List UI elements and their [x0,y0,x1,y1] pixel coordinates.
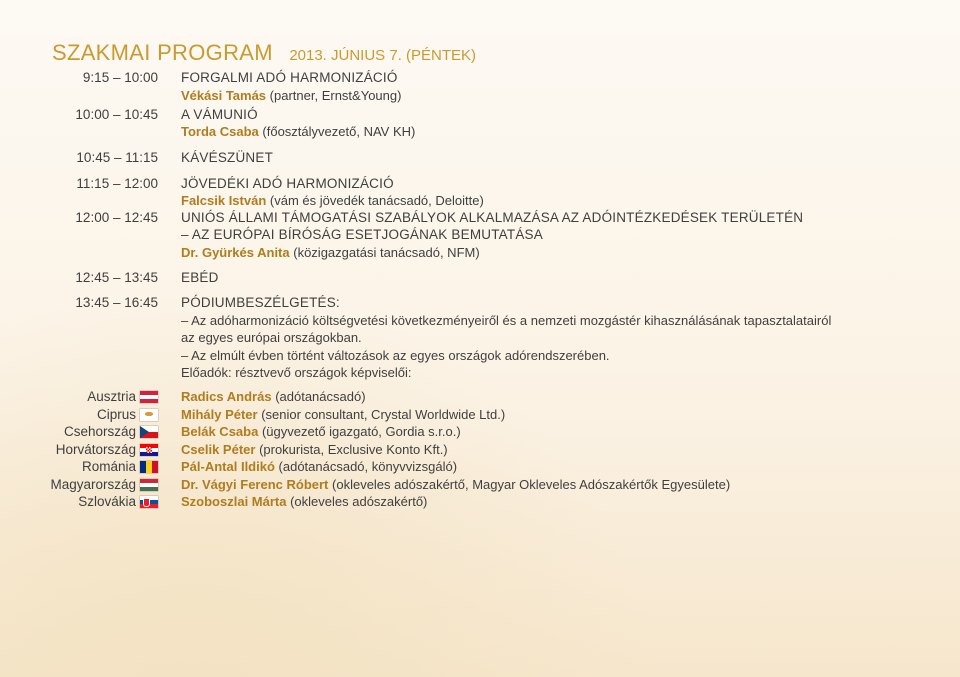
session-title: KÁVÉSZÜNET [181,150,274,165]
panel-speaker [181,442,448,457]
panel-speaker [181,424,461,439]
session-title: EBÉD [181,270,219,285]
austria-flag-icon [140,391,158,403]
speaker-role: (adótanácsadó) [275,389,366,404]
speaker-name: Dr. Vágyi Ferenc Róbert [181,477,329,492]
speaker-name: Pál-Antal Ildikó [181,459,275,474]
session-title: JÖVEDÉKI ADÓ HARMONIZÁCIÓ [181,176,394,191]
speaker-name: Torda Csaba [181,124,259,139]
country-label: Románia [81,459,136,474]
session-time: 12:45 – 13:45 [75,270,158,285]
session-speaker [181,245,480,260]
slovakia-flag-icon [140,496,158,508]
speaker-role: (senior consultant, Crystal Worldwide Ltd.) [261,407,506,422]
country-label: Csehország [63,424,136,439]
session-title: PÓDIUMBESZÉLGETÉS: [181,295,340,310]
speaker-name: Belák Csaba [181,424,259,439]
speaker-name: Cselik Péter [181,442,256,457]
panel-speaker [181,389,366,404]
country-label: Szlovákia [78,494,136,509]
panel-speaker [181,477,730,492]
panel-topic-line: – Az adóharmonizáció költségvetési következményeiről és a nemzeti mozgástér kihasználásának tapasztalatairól [181,313,832,328]
session-time: 10:45 – 11:15 [76,150,158,165]
session-time: 13:45 – 16:45 [75,295,158,310]
speaker-name: Falcsik István [181,193,267,208]
speaker-role: (partner, Ernst&Young) [269,88,402,103]
speaker-role: (adótanácsadó, könyvvizsgáló) [278,459,458,474]
session-speaker [181,124,415,139]
hungary-flag-icon [140,479,158,491]
speaker-role: (főosztályvezető, NAV KH) [262,124,416,139]
czech-flag-icon [140,426,158,438]
speaker-name: Vékási Tamás [181,88,267,103]
romania-flag-icon [140,461,158,473]
country-label: Horvátország [55,442,136,457]
speaker-role: (közigazgatási tanácsadó, NFM) [293,245,480,260]
session-title: UNIÓS ÁLLAMI TÁMOGATÁSI SZABÁLYOK ALKALMAZÁSA AZ ADÓINTÉZKEDÉSEK TERÜLETÉN [181,210,804,225]
panel-speaker [181,407,505,422]
speaker-role: (okleveles adószakértő, Magyar Okleveles Adószakértők Egyesülete) [332,477,731,492]
page-title [52,40,476,66]
session-title-continued: – AZ EURÓPAI BÍRÓSÁG ESETJOGÁNAK BEMUTATÁSA [181,227,543,242]
panel-speakers-intro: Előadók: résztvevő országok képviselői: [181,365,412,380]
speaker-name: Radics András [181,389,272,404]
panel-topic-line: – Az elmúlt évben történt változások az egyes országok adórendszerében. [181,348,610,363]
session-time: 9:15 – 10:00 [82,70,158,85]
session-time: 12:00 – 12:45 [75,210,158,225]
speaker-role: (prokurista, Exclusive Konto Kft.) [259,442,448,457]
cyprus-flag-icon [140,409,158,421]
speaker-role: (vám és jövedék tanácsadó, Deloitte) [269,193,484,208]
session-time: 10:00 – 10:45 [75,107,158,122]
session-speaker [181,88,401,103]
session-title: FORGALMI ADÓ HARMONIZÁCIÓ [181,70,398,85]
program-title: SZAKMAI PROGRAM [52,40,273,65]
session-speaker [181,193,484,208]
panel-topic-line: az egyes európai országokban. [181,330,362,345]
country-label: Magyarország [50,477,136,492]
session-time: 11:15 – 12:00 [76,176,158,191]
panel-speaker [181,459,457,474]
speaker-name: Mihály Péter [181,407,258,422]
speaker-name: Szoboszlai Márta [181,494,287,509]
croatia-flag-icon [140,444,158,456]
speaker-role: (ügyvezető igazgató, Gordia s.r.o.) [261,424,461,439]
country-label: Ausztria [87,389,136,404]
speaker-name: Dr. Gyürkés Anita [181,245,290,260]
country-label: Ciprus [96,407,136,422]
speaker-role: (okleveles adószakértő) [290,494,428,509]
program-date: 2013. JÚNIUS 7. (PÉNTEK) [289,47,477,64]
session-title: A VÁMUNIÓ [181,107,258,122]
panel-speaker [181,494,427,509]
